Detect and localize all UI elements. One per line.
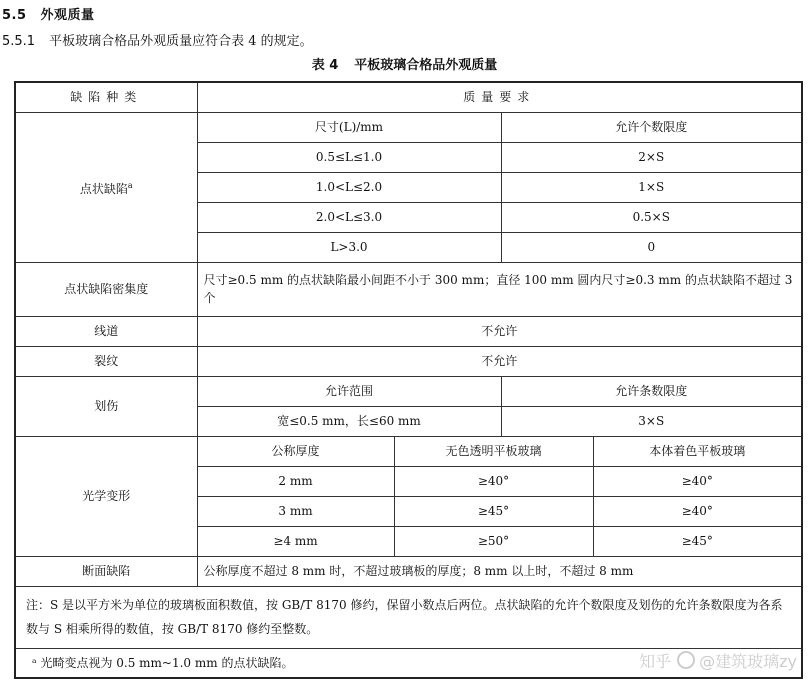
optical-tinted-header: 本体着色平板玻璃 bbox=[593, 436, 802, 466]
clause-paragraph bbox=[2, 30, 313, 49]
quality-table bbox=[14, 81, 803, 679]
table-number: 表 4 bbox=[311, 58, 339, 73]
optical-clear: ≥45° bbox=[394, 496, 593, 526]
table-note: 注：S 是以平方米为单位的玻璃板面积数值，按 GB/T 8170 修约，保留小数点后两位。点状缺陷的允许个数限度及划伤的允许条数限度为各系数与 S 相乘所得的数值，按 GB/T 8170 修约至整数。 bbox=[15, 586, 802, 648]
watermark-author: @建筑玻璃zy bbox=[699, 652, 797, 671]
point-size: 1.0<L≤2.0 bbox=[197, 172, 501, 202]
table-header-row bbox=[15, 82, 802, 112]
clause-text: 平板玻璃合格品外观质量应符合表 4 的规定。 bbox=[49, 34, 313, 49]
point-limit: 0 bbox=[501, 232, 802, 262]
header-defect-type: 缺陷种类 bbox=[15, 82, 197, 112]
point-size: 2.0<L≤3.0 bbox=[197, 202, 501, 232]
density-label: 点状缺陷密集度 bbox=[15, 262, 197, 316]
point-limit: 0.5×S bbox=[501, 202, 802, 232]
table-caption bbox=[0, 54, 809, 73]
point-limit: 2×S bbox=[501, 142, 802, 172]
scratch-range: 宽≤0.5 mm，长≤60 mm bbox=[197, 406, 501, 436]
density-row bbox=[15, 262, 802, 316]
optical-tinted: ≥40° bbox=[593, 466, 802, 496]
optical-thickness: 2 mm bbox=[197, 466, 394, 496]
point-limit: 1×S bbox=[501, 172, 802, 202]
optical-thickness: 3 mm bbox=[197, 496, 394, 526]
point-defect-label: 点状缺陷$^a$ bbox=[15, 112, 197, 262]
scratch-limit-header: 允许条数限度 bbox=[501, 376, 802, 406]
optical-label: 光学变形 bbox=[15, 436, 197, 556]
watermark-brand: 知乎 bbox=[639, 652, 672, 671]
crack-row bbox=[15, 346, 802, 376]
section-title: 外观质量 bbox=[40, 8, 95, 23]
header-quality-req: 质量要求 bbox=[197, 82, 802, 112]
line-value: 不允许 bbox=[197, 316, 802, 346]
optical-clear: ≥40° bbox=[394, 466, 593, 496]
density-text: 尺寸≥0.5 mm 的点状缺陷最小间距不小于 300 mm；直径 100 mm 圆内尺寸≥0.3 mm 的点状缺陷不超过 3 个 bbox=[197, 262, 802, 316]
watermark-icon bbox=[677, 651, 695, 669]
point-defect-header-row bbox=[15, 112, 802, 142]
optical-header-row bbox=[15, 436, 802, 466]
scratch-range-header: 允许范围 bbox=[197, 376, 501, 406]
table-footnote: ᵃ 光畸变点视为 0.5 mm~1.0 mm 的点状缺陷。 bbox=[15, 648, 802, 678]
optical-tinted: ≥40° bbox=[593, 496, 802, 526]
edge-row bbox=[15, 556, 802, 586]
point-size: L>3.0 bbox=[197, 232, 501, 262]
note-row bbox=[15, 586, 802, 648]
edge-label: 断面缺陷 bbox=[15, 556, 197, 586]
section-number: 5.5 bbox=[2, 8, 27, 23]
crack-value: 不允许 bbox=[197, 346, 802, 376]
optical-thickness-header: 公称厚度 bbox=[197, 436, 394, 466]
optical-clear-header: 无色透明平板玻璃 bbox=[394, 436, 593, 466]
line-label: 线道 bbox=[15, 316, 197, 346]
scratch-header-row bbox=[15, 376, 802, 406]
clause-number: 5.5.1 bbox=[2, 34, 36, 49]
point-limit-header: 允许个数限度 bbox=[501, 112, 802, 142]
watermark bbox=[639, 649, 797, 672]
crack-label: 裂纹 bbox=[15, 346, 197, 376]
edge-text: 公称厚度不超过 8 mm 时，不超过玻璃板的厚度；8 mm 以上时，不超过 8 mm bbox=[197, 556, 802, 586]
line-row bbox=[15, 316, 802, 346]
table-title: 平板玻璃合格品外观质量 bbox=[354, 58, 498, 73]
point-size: 0.5≤L≤1.0 bbox=[197, 142, 501, 172]
point-size-header: 尺寸(L)/mm bbox=[197, 112, 501, 142]
optical-thickness: ≥4 mm bbox=[197, 526, 394, 556]
optical-tinted: ≥45° bbox=[593, 526, 802, 556]
section-heading bbox=[2, 4, 95, 23]
scratch-limit: 3×S bbox=[501, 406, 802, 436]
scratch-label: 划伤 bbox=[15, 376, 197, 436]
optical-clear: ≥50° bbox=[394, 526, 593, 556]
